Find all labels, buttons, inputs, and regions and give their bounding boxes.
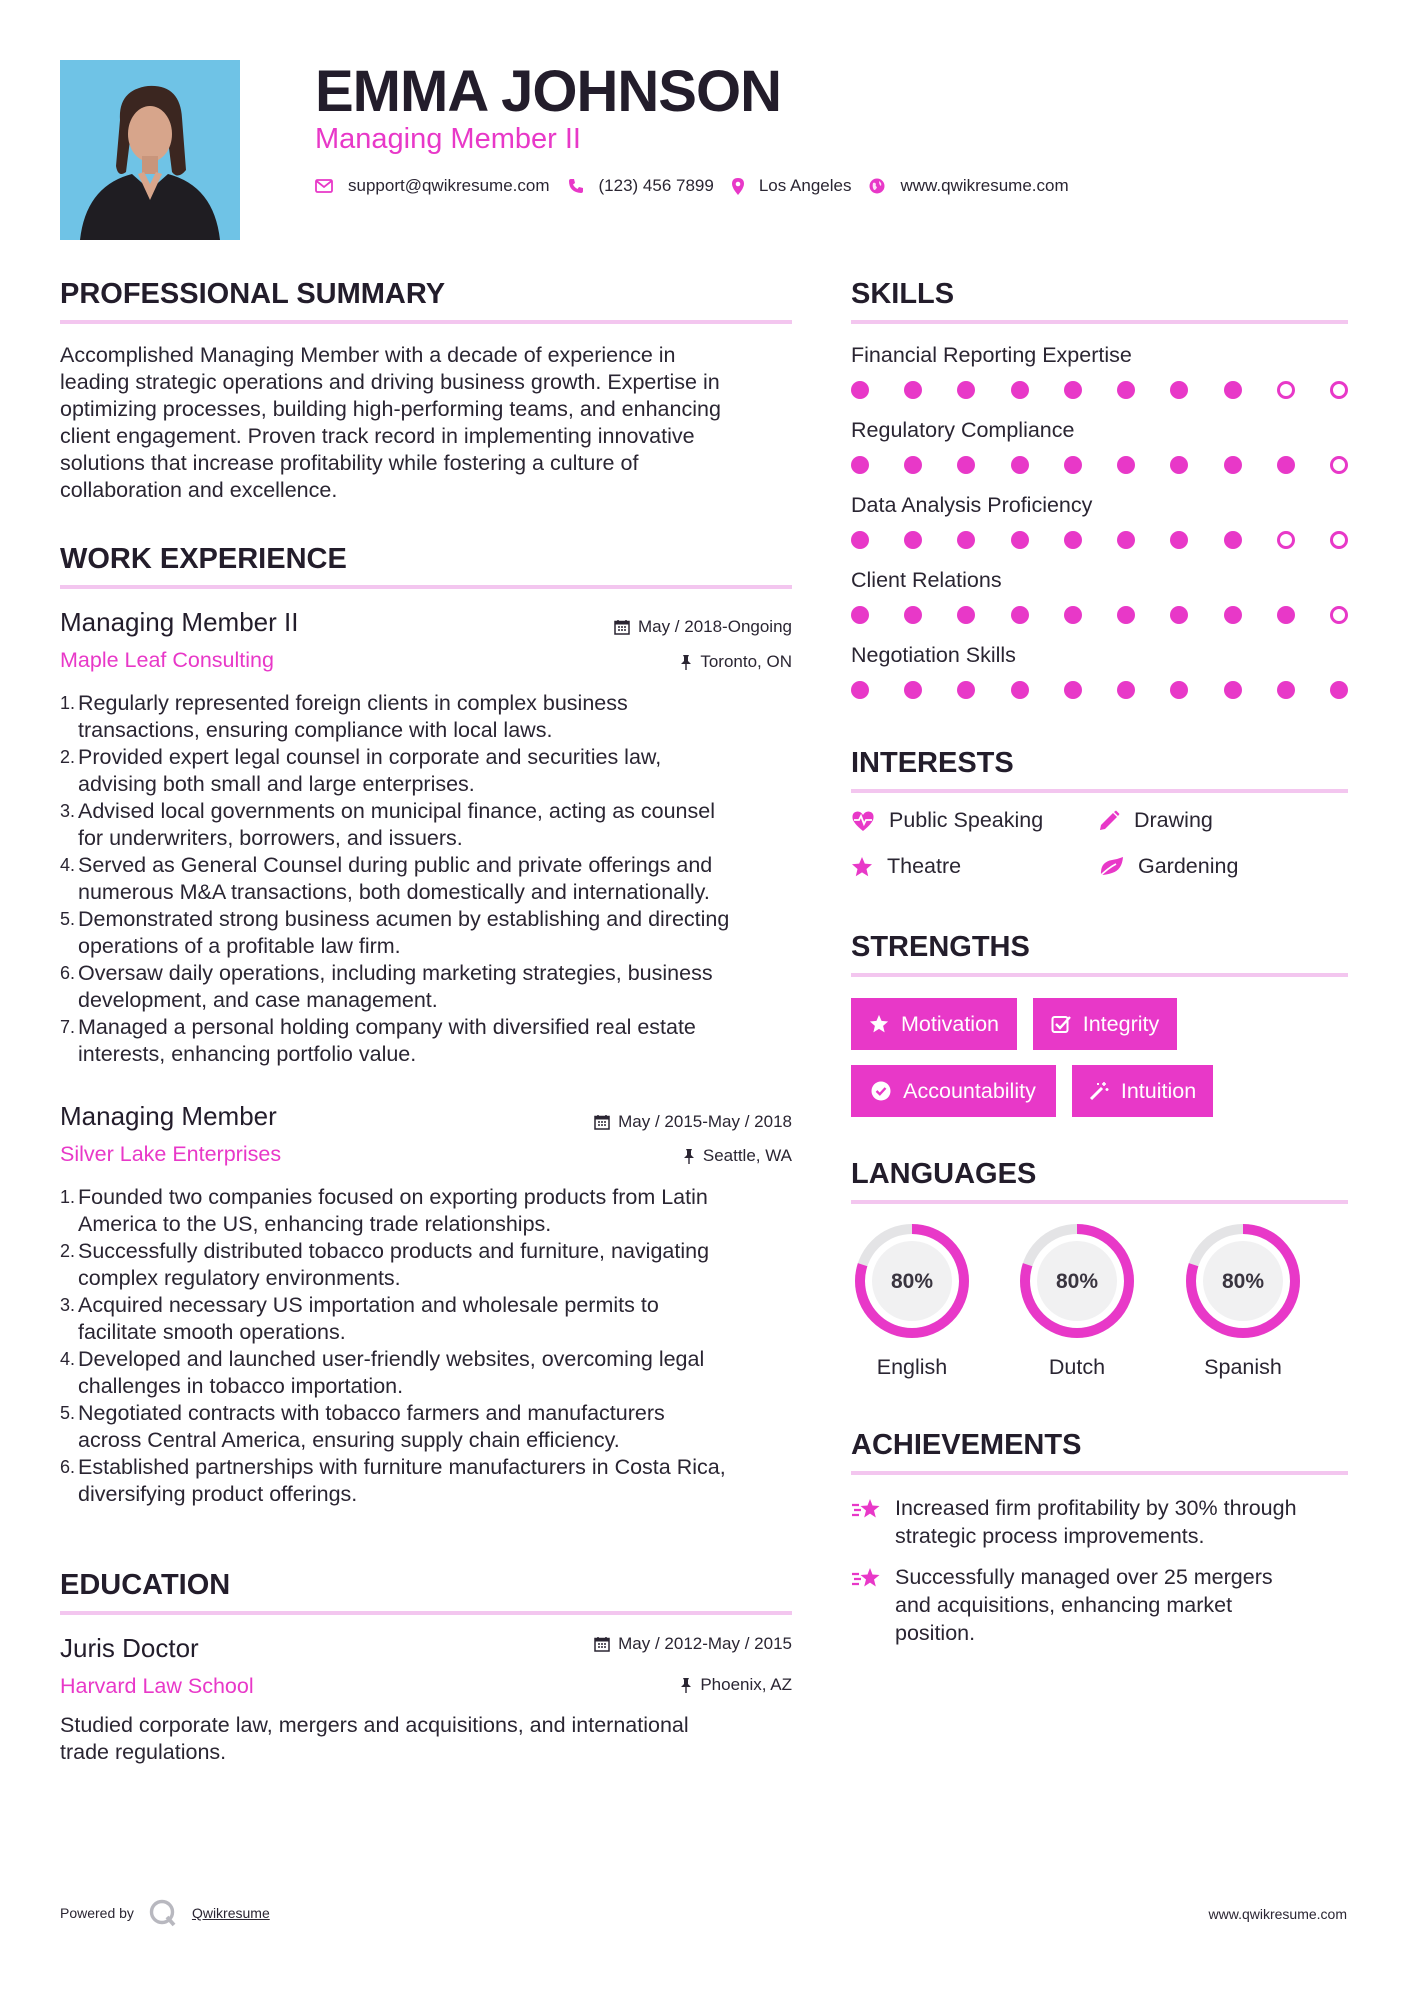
language-ring xyxy=(851,1220,973,1342)
languages-heading: LANGUAGES xyxy=(851,1158,1037,1190)
school-name: Harvard Law School xyxy=(60,1674,254,1698)
list-item-line: Managed a personal holding company with diversified real estate xyxy=(78,1015,696,1039)
strength-label: Motivation xyxy=(901,1011,999,1036)
map-marker-icon xyxy=(732,178,744,195)
rating-dot-filled xyxy=(904,681,922,699)
list-item xyxy=(60,744,800,798)
job-responsibilities xyxy=(60,690,800,1068)
education-heading: EDUCATION xyxy=(60,1569,231,1601)
pushpin-icon xyxy=(683,1148,695,1164)
job-title: Managing Member II xyxy=(60,607,299,637)
rating-dot-filled xyxy=(851,606,869,624)
interests-divider xyxy=(851,789,1348,793)
candidate-name: EMMA JOHNSON xyxy=(315,59,781,124)
job-location xyxy=(500,652,792,672)
list-item-line: advising both small and large enterprises. xyxy=(78,772,475,796)
globe-icon xyxy=(869,178,885,194)
rating-dot-filled xyxy=(1117,381,1135,399)
rating-dot-filled xyxy=(1064,606,1082,624)
list-item-line: Successfully distributed tobacco products and furniture, navigating xyxy=(78,1239,710,1263)
person-portrait-icon xyxy=(60,60,240,240)
job-dates-text: May / 2015-May / 2018 xyxy=(618,1112,792,1131)
achievement-item xyxy=(851,1494,1351,1550)
rating-dot-filled xyxy=(1170,681,1188,699)
list-item-line: Regularly represented foreign clients in complex business xyxy=(78,691,628,715)
job-dates xyxy=(500,1112,792,1132)
rating-dot-filled xyxy=(1224,606,1242,624)
qwikresume-logo-icon xyxy=(148,1898,178,1928)
job-location-text: Seattle, WA xyxy=(702,1146,792,1165)
check-circle-icon xyxy=(871,1081,891,1101)
rating-dot-filled xyxy=(1170,531,1188,549)
experience-divider xyxy=(60,585,792,589)
language-item xyxy=(851,1220,973,1380)
achievements-divider xyxy=(851,1471,1348,1475)
list-item-line: Negotiated contracts with tobacco farmers and manufacturers xyxy=(78,1401,665,1425)
education-line: trade regulations. xyxy=(60,1740,227,1764)
summary-line: optimizing processes, building high-performing teams, and enhancing xyxy=(60,397,721,421)
rating-dot-empty xyxy=(1330,606,1348,624)
contact-email[interactable] xyxy=(315,176,550,196)
list-item-line: for underwriters, borrowers, and issuers. xyxy=(78,826,463,850)
list-item-line: Founded two companies focused on exporting products from Latin xyxy=(78,1185,708,1209)
list-item-line: Demonstrated strong business acumen by establishing and directing xyxy=(78,907,730,931)
rating-dot-filled xyxy=(904,606,922,624)
rating-dot-filled xyxy=(1224,681,1242,699)
rating-dot-filled xyxy=(1064,681,1082,699)
list-item-line: America to the US, enhancing trade relationships. xyxy=(78,1212,552,1236)
rating-dot-filled xyxy=(1170,381,1188,399)
rating-dot-filled xyxy=(1117,606,1135,624)
list-item-line: diversifying product offerings. xyxy=(78,1482,358,1506)
footer-powered-by xyxy=(60,1898,270,1928)
achievement-line: and acquisitions, enhancing market xyxy=(895,1593,1233,1617)
rating-dot-filled xyxy=(851,531,869,549)
rating-dot-filled xyxy=(1064,531,1082,549)
list-item-line: Acquired necessary US importation and wholesale permits to xyxy=(78,1293,659,1317)
rating-dot-filled xyxy=(1117,456,1135,474)
interest-label: Drawing xyxy=(1134,808,1213,832)
contact-phone-text: (123) 456 7899 xyxy=(598,176,714,195)
contact-location xyxy=(732,176,852,196)
rating-dot-filled xyxy=(1277,456,1295,474)
job-dates xyxy=(500,617,792,637)
achievement-line: position. xyxy=(895,1621,976,1645)
candidate-title: Managing Member II xyxy=(315,123,581,155)
heartbeat-icon xyxy=(851,810,875,832)
language-name: Spanish xyxy=(1204,1355,1282,1379)
language-item xyxy=(1182,1220,1304,1380)
language-percent: 80% xyxy=(1055,1270,1099,1293)
contact-website[interactable] xyxy=(869,176,1068,196)
list-item-line: Developed and launched user-friendly websites, overcoming legal xyxy=(78,1347,705,1371)
achievement-line: Increased firm profitability by 30% through xyxy=(895,1496,1297,1520)
skill-rating xyxy=(851,456,1348,474)
list-item-line: Established partnerships with furniture manufacturers in Costa Rica, xyxy=(78,1455,726,1479)
job-company: Maple Leaf Consulting xyxy=(60,648,274,672)
list-item-line: complex regulatory environments. xyxy=(78,1266,401,1290)
qwikresume-link[interactable]: Qwikresume xyxy=(191,1905,270,1921)
skill-rating xyxy=(851,381,1348,399)
interest-item xyxy=(851,808,1043,833)
list-item xyxy=(60,798,800,852)
list-item xyxy=(60,906,800,960)
strength-badge xyxy=(851,998,1017,1050)
list-item xyxy=(60,1184,800,1238)
list-item xyxy=(60,1238,800,1292)
languages-divider xyxy=(851,1200,1348,1204)
powered-by-text: Powered by xyxy=(60,1905,134,1921)
strength-label: Accountability xyxy=(903,1078,1036,1103)
rating-dot-filled xyxy=(957,681,975,699)
rating-dot-filled xyxy=(1064,456,1082,474)
rating-dot-filled xyxy=(1170,606,1188,624)
list-item-line: Served as General Counsel during public and private offerings and xyxy=(78,853,713,877)
contact-phone[interactable] xyxy=(568,176,714,196)
rating-dot-filled xyxy=(1277,606,1295,624)
footer-website[interactable]: www.qwikresume.com xyxy=(1208,1906,1347,1922)
summary-line: collaboration and excellence. xyxy=(60,478,338,502)
skill-name: Negotiation Skills xyxy=(851,643,1016,667)
list-item-line: Advised local governments on municipal finance, acting as counsel xyxy=(78,799,716,823)
achievement-item xyxy=(851,1563,1351,1647)
job-location-text: Toronto, ON xyxy=(700,652,792,671)
list-item xyxy=(60,960,800,1014)
interest-label: Public Speaking xyxy=(889,808,1044,832)
skill-rating xyxy=(851,531,1348,549)
rating-dot-filled xyxy=(1117,531,1135,549)
list-item xyxy=(60,1346,800,1400)
envelope-icon xyxy=(315,179,333,193)
interest-label: Gardening xyxy=(1138,854,1239,878)
strengths-heading: STRENGTHS xyxy=(851,931,1030,963)
language-name: English xyxy=(876,1355,948,1379)
rating-dot-filled xyxy=(1170,456,1188,474)
education-location xyxy=(500,1675,792,1695)
rating-dot-filled xyxy=(904,381,922,399)
experience-heading: WORK EXPERIENCE xyxy=(60,543,347,575)
magic-wand-icon xyxy=(1089,1081,1109,1101)
strength-badge xyxy=(851,1065,1056,1117)
education-dates-text: May / 2012-May / 2015 xyxy=(618,1634,792,1653)
list-item xyxy=(60,1400,800,1454)
list-item xyxy=(60,1014,800,1068)
summary-text xyxy=(60,342,800,504)
leaf-icon xyxy=(1098,856,1124,878)
job-company: Silver Lake Enterprises xyxy=(60,1142,282,1166)
rating-dot-filled xyxy=(1011,456,1029,474)
language-percent: 80% xyxy=(890,1270,934,1293)
job-location xyxy=(500,1146,792,1166)
language-percent: 80% xyxy=(1221,1270,1265,1293)
skill-rating xyxy=(851,681,1348,699)
list-item-line: across Central America, ensuring supply chain efficiency. xyxy=(78,1428,620,1452)
skill-rating xyxy=(851,606,1348,624)
profile-photo xyxy=(60,60,240,240)
rating-dot-filled xyxy=(904,531,922,549)
star-icon xyxy=(851,856,873,878)
job-responsibilities xyxy=(60,1184,800,1508)
list-item-line: Oversaw daily operations, including marketing strategies, business xyxy=(78,961,713,985)
rating-dot-filled xyxy=(904,456,922,474)
rating-dot-filled xyxy=(957,456,975,474)
strength-badge xyxy=(1072,1065,1213,1117)
rating-dot-filled xyxy=(957,606,975,624)
interest-item xyxy=(1098,808,1213,833)
rating-dot-filled xyxy=(851,381,869,399)
strength-badge xyxy=(1033,998,1177,1050)
shooting-star-icon xyxy=(851,1565,883,1593)
star-icon xyxy=(869,1014,889,1034)
skill-name: Data Analysis Proficiency xyxy=(851,493,1093,517)
education-dates xyxy=(500,1634,792,1654)
interests-heading: INTERESTS xyxy=(851,747,1014,779)
skill-name: Financial Reporting Expertise xyxy=(851,343,1132,367)
rating-dot-empty xyxy=(1330,381,1348,399)
rating-dot-filled xyxy=(1064,381,1082,399)
summary-line: solutions that increase profitability while fostering a culture of xyxy=(60,451,639,475)
shooting-star-icon xyxy=(851,1496,883,1524)
education-description xyxy=(60,1712,800,1766)
strength-label: Intuition xyxy=(1120,1078,1197,1103)
job-dates-text: May / 2018-Ongoing xyxy=(637,617,792,636)
contact-website-text: www.qwikresume.com xyxy=(900,176,1069,195)
language-ring xyxy=(1182,1220,1304,1342)
list-item xyxy=(60,1292,800,1346)
rating-dot-empty xyxy=(1330,456,1348,474)
achievement-line: Successfully managed over 25 mergers xyxy=(895,1565,1273,1589)
skills-heading: SKILLS xyxy=(851,278,955,310)
rating-dot-empty xyxy=(1277,531,1295,549)
list-item-line: challenges in tobacco importation. xyxy=(78,1374,404,1398)
rating-dot-filled xyxy=(1330,681,1348,699)
rating-dot-filled xyxy=(1011,681,1029,699)
rating-dot-filled xyxy=(1011,381,1029,399)
summary-line: Accomplished Managing Member with a decade of experience in xyxy=(60,343,676,367)
language-ring xyxy=(1016,1220,1138,1342)
contact-bar xyxy=(315,176,1087,196)
language-item xyxy=(1016,1220,1138,1380)
rating-dot-empty xyxy=(1277,381,1295,399)
list-item-line: development, and case management. xyxy=(78,988,438,1012)
rating-dot-filled xyxy=(1224,531,1242,549)
achievement-text xyxy=(895,1494,1297,1550)
calendar-icon xyxy=(614,619,630,635)
skills-divider xyxy=(851,320,1348,324)
list-item xyxy=(60,1454,800,1508)
rating-dot-filled xyxy=(851,681,869,699)
list-item xyxy=(60,852,800,906)
job-title: Managing Member xyxy=(60,1101,277,1131)
pencil-icon xyxy=(1098,810,1120,832)
check-square-icon xyxy=(1051,1014,1071,1034)
rating-dot-filled xyxy=(1224,456,1242,474)
rating-dot-filled xyxy=(1011,531,1029,549)
strength-label: Integrity xyxy=(1082,1011,1160,1036)
interest-item xyxy=(1098,854,1238,879)
degree-title: Juris Doctor xyxy=(60,1633,199,1663)
summary-line: leading strategic operations and driving business growth. Expertise in xyxy=(60,370,720,394)
rating-dot-filled xyxy=(957,381,975,399)
list-item xyxy=(60,690,800,744)
education-line: Studied corporate law, mergers and acquisitions, and international xyxy=(60,1713,689,1737)
phone-icon xyxy=(568,178,584,194)
achievements-heading: ACHIEVEMENTS xyxy=(851,1429,1082,1461)
summary-divider xyxy=(60,320,792,324)
strengths-divider xyxy=(851,973,1348,977)
calendar-icon xyxy=(594,1114,610,1130)
list-item-line: Provided expert legal counsel in corporate and securities law, xyxy=(78,745,662,769)
pushpin-icon xyxy=(680,654,692,670)
summary-line: client engagement. Proven track record in implementing innovative xyxy=(60,424,695,448)
rating-dot-filled xyxy=(957,531,975,549)
interest-item xyxy=(851,854,961,879)
pushpin-icon xyxy=(680,1677,692,1693)
list-item-line: transactions, ensuring compliance with local laws. xyxy=(78,718,553,742)
rating-dot-filled xyxy=(851,456,869,474)
rating-dot-empty xyxy=(1330,531,1348,549)
skill-name: Client Relations xyxy=(851,568,1002,592)
contact-location-text: Los Angeles xyxy=(758,176,852,195)
education-divider xyxy=(60,1611,792,1615)
summary-heading: PROFESSIONAL SUMMARY xyxy=(60,278,446,310)
list-item-line: interests, enhancing portfolio value. xyxy=(78,1042,417,1066)
calendar-icon xyxy=(594,1636,610,1652)
list-item-line: operations of a profitable law firm. xyxy=(78,934,401,958)
rating-dot-filled xyxy=(1117,681,1135,699)
education-location-text: Phoenix, AZ xyxy=(700,1675,792,1694)
language-name: Dutch xyxy=(1048,1355,1106,1379)
list-item-line: numerous M&A transactions, both domestically and internationally. xyxy=(78,880,710,904)
rating-dot-filled xyxy=(1011,606,1029,624)
contact-email-text: support@qwikresume.com xyxy=(348,176,550,195)
list-item-line: facilitate smooth operations. xyxy=(78,1320,346,1344)
skill-name: Regulatory Compliance xyxy=(851,418,1075,442)
achievement-text xyxy=(895,1563,1273,1647)
rating-dot-filled xyxy=(1224,381,1242,399)
achievement-line: strategic process improvements. xyxy=(895,1524,1205,1548)
rating-dot-filled xyxy=(1277,681,1295,699)
interest-label: Theatre xyxy=(887,854,962,878)
